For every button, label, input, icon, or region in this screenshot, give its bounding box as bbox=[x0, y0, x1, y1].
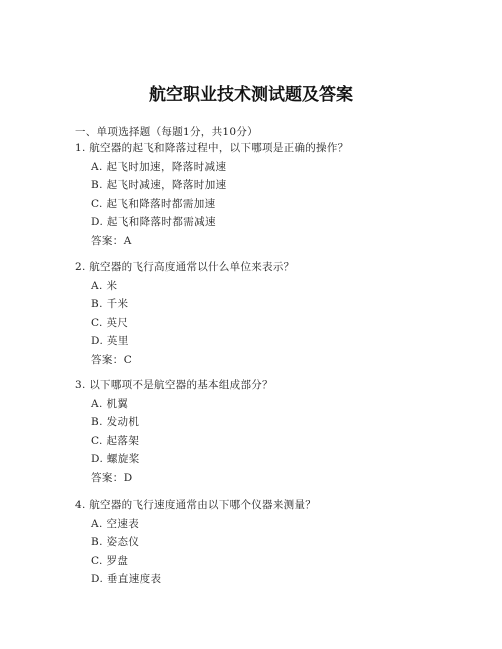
answer: 答案：D bbox=[91, 471, 133, 484]
document-title: 航空职业技术测试题及答案 bbox=[149, 85, 353, 105]
option-c: C. 起落架 bbox=[91, 434, 140, 447]
answer: 答案：C bbox=[91, 353, 133, 366]
option-a: A. 米 bbox=[91, 279, 118, 292]
option-d: D. 垂直速度表 bbox=[91, 573, 162, 585]
question-stem: 4. 航空器的飞行速度通常由以下哪个仪器来测量？ bbox=[75, 499, 317, 511]
option-c: C. 罗盘 bbox=[91, 554, 129, 567]
question-2 bbox=[75, 258, 475, 369]
section-heading: 一、单项选择题（每题1分，共10分） bbox=[75, 126, 258, 138]
option-c: C. 英尺 bbox=[91, 316, 129, 329]
question-3 bbox=[75, 376, 475, 487]
question-stem: 2. 航空器的飞行高度通常以什么单位来表示？ bbox=[75, 261, 295, 273]
question-1 bbox=[75, 139, 475, 250]
question-stem: 1. 航空器的起飞和降落过程中，以下哪项是正确的操作？ bbox=[75, 142, 349, 154]
option-a: A. 起飞时加速，降落时减速 bbox=[91, 160, 227, 173]
option-b: B. 发动机 bbox=[91, 416, 140, 428]
option-b: B. 姿态仪 bbox=[91, 536, 140, 548]
question-stem: 3. 以下哪项不是航空器的基本组成部分？ bbox=[75, 379, 273, 391]
answer: 答案：A bbox=[91, 234, 132, 247]
question-4 bbox=[75, 496, 475, 589]
option-a: A. 机翼 bbox=[91, 397, 129, 410]
option-d: D. 英里 bbox=[91, 335, 129, 347]
option-d: D. 螺旋桨 bbox=[91, 453, 140, 465]
option-a: A. 空速表 bbox=[91, 517, 140, 530]
option-b: B. 千米 bbox=[91, 298, 129, 310]
option-c: C. 起飞和降落时都需加速 bbox=[91, 197, 216, 210]
option-b: B. 起飞时减速，降落时加速 bbox=[91, 179, 227, 191]
option-d: D. 起飞和降落时都需减速 bbox=[91, 216, 216, 228]
